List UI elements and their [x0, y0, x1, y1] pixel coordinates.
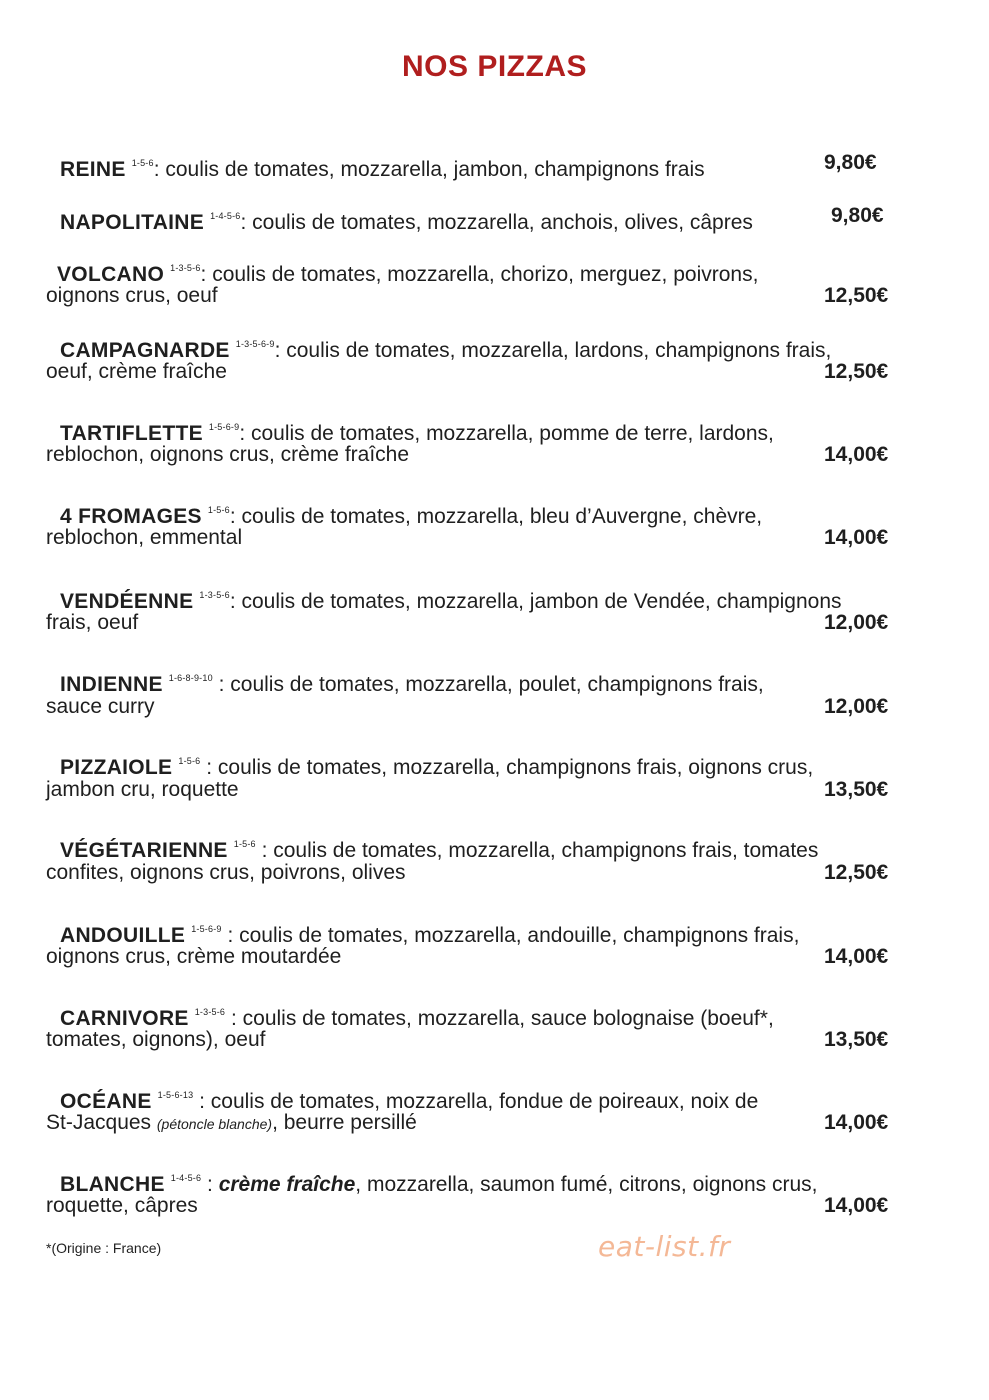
pizza-ingredients-part: :: [201, 1173, 219, 1196]
allergen-codes: 1-5-6-9: [191, 924, 222, 934]
pizza-price: 12,00€: [824, 695, 889, 718]
pizza-price: 14,00€: [824, 526, 889, 549]
pizza-price: 9,80€: [831, 204, 884, 227]
allergen-codes: 1-4-5-6: [170, 1173, 202, 1183]
pizza-price: 14,00€: [824, 443, 889, 466]
allergen-codes: 1-3-5-6: [170, 263, 201, 273]
pizza-line-1: [60, 150, 705, 183]
pizza-name: VOLCANO: [57, 263, 165, 286]
allergen-codes: 1-5-6-13: [157, 1090, 194, 1100]
pizza-ingredients: : coulis de tomates, mozzarella, champignons frais, oignons crus,: [200, 756, 814, 779]
pizza-line-1: [60, 203, 753, 236]
pizza-ingredients-cont: jambon cru, roquette: [46, 778, 239, 801]
allergen-codes: 1-5-6: [233, 839, 256, 849]
pizza-ingredients: : coulis de tomates, mozzarella, lardons, champignons frais,: [274, 339, 832, 362]
pizza-ingredients-cont: [46, 1110, 417, 1137]
pizza-ingredients: : coulis de tomates, mozzarella, pomme de terre, lardons,: [239, 422, 774, 445]
pizza-ingredients-cont: sauce curry: [46, 695, 155, 718]
pizza-ingredients-cont: roquette, câpres: [46, 1194, 198, 1217]
pizza-name: NAPOLITAINE: [60, 211, 205, 234]
pizza-name: CARNIVORE: [60, 1007, 189, 1030]
pizza-ingredients-cont: reblochon, emmental: [46, 526, 243, 549]
pizza-ingredients-cont: reblochon, oignons crus, crème fraîche: [46, 443, 410, 466]
pizza-ingredients: : coulis de tomates, mozzarella, anchois, olives, câpres: [240, 211, 753, 234]
allergen-codes: 1-6-8-9-10: [168, 673, 213, 683]
pizza-name: REINE: [60, 158, 126, 181]
pizza-price: 12,50€: [824, 284, 889, 307]
base-ingredient: crème fraîche: [218, 1173, 356, 1196]
allergen-codes: 1-3-5-6: [199, 590, 230, 600]
pizza-ingredients-cont: oignons crus, crème moutardée: [46, 945, 342, 968]
pizza-ingredients: : coulis de tomates, mozzarella, fondue de poireaux, noix de: [193, 1090, 759, 1113]
pizza-name: VENDÉENNE: [60, 590, 194, 613]
pizza-ingredients: , mozzarella, saumon fumé, citrons, oignons crus,: [355, 1173, 818, 1196]
pizza-price: 14,00€: [824, 1111, 889, 1134]
allergen-codes: 1-5-6-9: [208, 422, 240, 432]
pizza-price: 12,50€: [824, 360, 889, 383]
pizza-name: CAMPAGNARDE: [60, 339, 230, 362]
pizza-name: TARTIFLETTE: [60, 422, 203, 445]
pizza-line-1: [60, 582, 842, 615]
pizza-name: BLANCHE: [60, 1173, 165, 1196]
pizza-ingredients: : coulis de tomates, mozzarella, jambon, champignons frais: [153, 158, 705, 181]
pizza-name: OCÉANE: [60, 1090, 152, 1113]
pizza-price: 13,50€: [824, 778, 889, 801]
allergen-codes: 1-4-5-6: [210, 211, 241, 221]
pizza-name: PIZZAIOLE: [60, 756, 173, 779]
pizza-ingredients-part: St-Jacques: [46, 1111, 157, 1134]
pizza-ingredients: : coulis de tomates, mozzarella, jambon de Vendée, champignons: [229, 590, 842, 613]
pizza-ingredients: : coulis de tomates, mozzarella, sauce bolognaise (boeuf*,: [225, 1007, 774, 1030]
pizza-ingredients: : coulis de tomates, mozzarella, chorizo, merguez, poivrons,: [200, 263, 759, 286]
pizza-ingredients-cont: frais, oeuf: [46, 611, 139, 634]
pizza-ingredients-part: , beurre persillé: [272, 1111, 417, 1134]
allergen-codes: 1-5-6: [178, 756, 201, 766]
allergen-codes: 1-3-5-6-9: [235, 339, 275, 349]
origin-footnote: *(Origine : France): [46, 1240, 162, 1256]
pizza-name: VÉGÉTARIENNE: [60, 839, 228, 862]
pizza-ingredients: : coulis de tomates, mozzarella, champignons frais, tomates: [255, 839, 819, 862]
pizza-ingredients-cont: oignons crus, oeuf: [46, 284, 218, 307]
pizza-price: 14,00€: [824, 1194, 889, 1217]
allergen-codes: 1-5-6: [207, 505, 230, 515]
allergen-codes: 1-3-5-6: [194, 1007, 226, 1017]
pizza-price: 12,50€: [824, 861, 889, 884]
pizza-line-1: [60, 665, 764, 698]
pizza-price: 12,00€: [824, 611, 889, 634]
pizza-ingredients-cont: oeuf, crème fraîche: [46, 360, 227, 383]
pizza-ingredients-cont: tomates, oignons), oeuf: [46, 1028, 266, 1051]
pizza-name: INDIENNE: [60, 673, 163, 696]
pizza-ingredients-cont: confites, oignons crus, poivrons, olives: [46, 861, 406, 884]
page-title: NOS PIZZAS: [401, 50, 587, 83]
pizza-ingredients: : coulis de tomates, mozzarella, andouille, champignons frais,: [221, 924, 800, 947]
pizza-name: ANDOUILLE: [60, 924, 186, 947]
ingredient-note: (pétoncle blanche): [156, 1116, 273, 1132]
pizza-price: 9,80€: [824, 151, 877, 174]
pizza-price: 13,50€: [824, 1028, 889, 1051]
pizza-name: 4 FROMAGES: [60, 505, 202, 528]
pizza-price: 14,00€: [824, 945, 889, 968]
pizza-ingredients: : coulis de tomates, mozzarella, poulet, champignons frais,: [212, 673, 764, 696]
pizza-ingredients: : coulis de tomates, mozzarella, bleu d’Auvergne, chèvre,: [229, 505, 763, 528]
watermark: eat-list.fr: [598, 1230, 731, 1263]
allergen-codes: 1-5-6: [131, 158, 154, 168]
